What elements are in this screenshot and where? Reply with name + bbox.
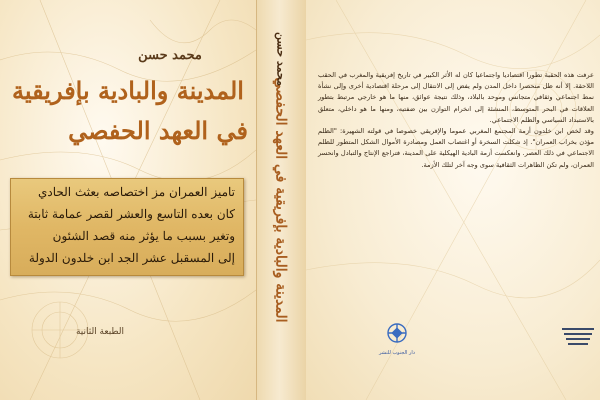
blurb-paragraph: وقد لخص ابن خلدون أزمة المجتمع المغربي عموما والإفريقي خصوصا في قولته الشهيرة: "الظلم مؤذن بخراب العمران". إذ شكلت السخرة أو اغتصاب العمل ومصادرة الأموال الشكل المتطور للظلم الاجتماعي في ذلك العصر. وانعكست أزمة البادية الهيكلية على المدينة، فتراجع الإنتاج والتبادل وانحسر العمران، ولم تكن الظاهرات الثقافية سوى وجه آخر لتلك الأزمة. xyxy=(318,127,594,169)
front-cover xyxy=(0,0,256,400)
spine-author xyxy=(266,24,296,94)
publisher-logo-icon xyxy=(375,318,419,352)
manuscript-line: تاميز العمران مز اختصاصه بعثث الحادي xyxy=(38,185,235,199)
manuscript-line: كان بعده التاسع والعشر لقصر عمامة ثابتة xyxy=(27,207,235,221)
blurb-paragraph: عرفت هذه الحقبة تطورا اقتصاديا واجتماعيا كان له الأثر الكبير في تاريخ إفريقية والمغرب في الحقب اللاحقة. إلا أنه ظل منحصرا داخل المدن ولم يفض إلى الانتقال إلى مرحلة اقتصادية أخرى وإلى نشأة نمط اجتماعي وثقافي متجانس وموحد بالبلاد، وذلك نتيجة عوائق، منها ما هو خارجي مرتبط بتطور العلاقات في البحر المتوسط، المنشئة إلى انخرام التوازن بين ضفتيه، ومنها ما هو داخلي، متعلق بالاستبداد السياسي والظلم الاجتماعي. xyxy=(318,71,594,124)
publisher-mark-icon xyxy=(560,322,596,352)
spine-title xyxy=(273,77,292,322)
manuscript-line: وتغير بسبب ما يؤثر منه قصد الشئون xyxy=(52,229,235,243)
book-title-line-2: في العهد الحفصي xyxy=(68,116,248,145)
manuscript-image xyxy=(10,178,244,276)
back-cover-blurb xyxy=(318,70,594,171)
spine-title-text: المدينة والبادية بإفريقية في العهد الحفصي xyxy=(272,77,289,323)
back-cover xyxy=(306,0,600,400)
book-title-line-1: المدينة والبادية بإفريقية xyxy=(12,76,244,105)
spine-author-text: محمد حسن xyxy=(274,32,288,86)
edition-label: الطبعة الثانية xyxy=(75,327,125,337)
map-background xyxy=(306,0,600,400)
publisher-name: دار الجنوب للنشر xyxy=(378,350,416,356)
manuscript-line: إلى المسقبل عشر الجد ابن خلدون الدولة xyxy=(28,251,235,265)
author-name: محمد حسن xyxy=(138,48,202,63)
